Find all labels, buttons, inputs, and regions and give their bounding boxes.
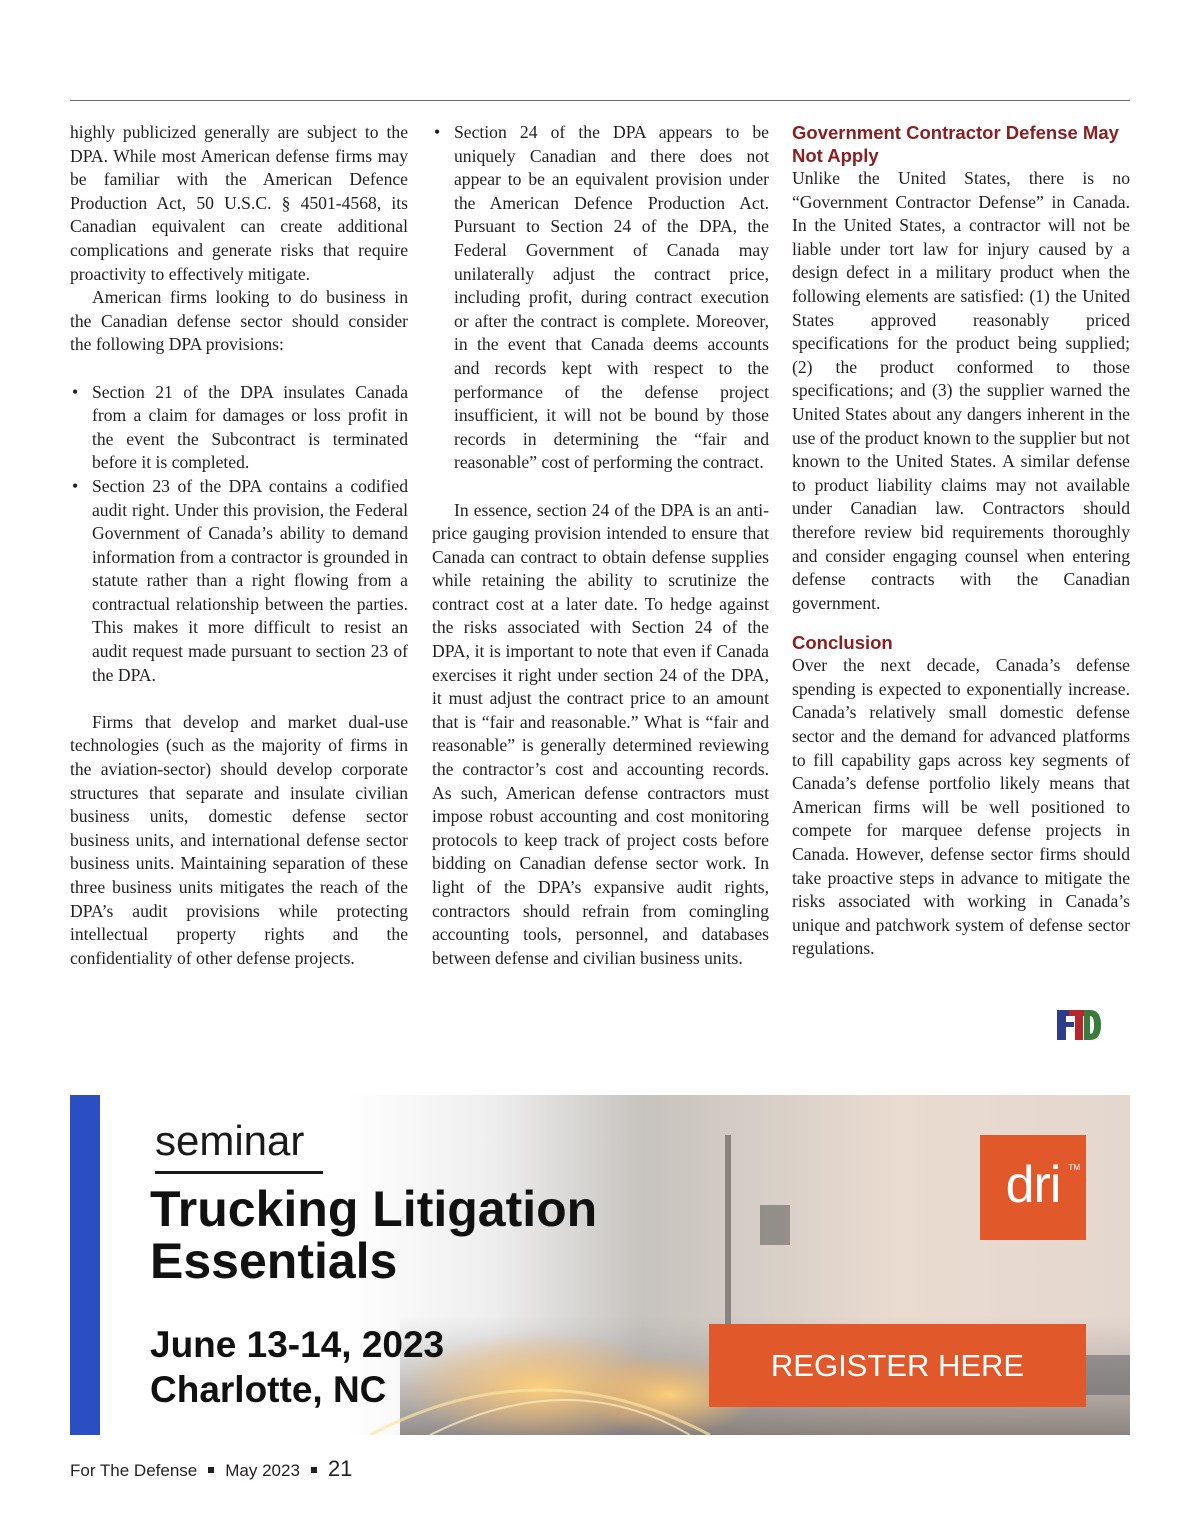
ad-title-line-1: Trucking Litigation (150, 1181, 598, 1237)
heading-conclusion: Conclusion (792, 632, 893, 654)
publication-name: For The Defense (70, 1461, 198, 1480)
paragraph-dual-use: Firms that develop and market dual-use technologies (such as the majority of firms in the aviation-sector) should develop corporate structures that separate and insulate civilian business units, domestic defense sector business units, and international defense sector business units. Maintaining separation of these three business units mitigates the reach of the DPA’s audit provisions while protecting intellectual property rights and the confidentiality of other defense projects. (70, 711, 408, 968)
dri-logo (980, 1135, 1086, 1240)
paragraph-intro: highly publicized generally are subject to the DPA. While most American defense firms may be familiar with the American Defence Production Act, 50 U.S.C. § 4501-4568, its Canadian equivalent can create additional complications and generate risks that require proactivity to effectively mitigate. (70, 122, 408, 284)
paragraph-american-firms: American firms looking to do business in the Canadian defense sector should consider the following DPA provisions: (70, 287, 408, 355)
article-column-1 (70, 121, 408, 970)
paragraph-government-contractor-defense: Unlike the United States, there is no “Government Contractor Defense” in Canada. In the United States, a contractor will not be liable under tort law for injury caused by a design defect in a military product when the following elements are satisfied: (1) the United States approved reasonably priced specifications for the product being supplied; (2) the product conformed to those specifications; and (3) the supplier warned the United States about any dangers inherent in the use of the product known to the supplier but not known to the United States. A similar defense to product liability claims may not available under Canadian law. Contractors should therefore review bid requirements thoroughly and consider engaging counsel when entering defense contracts with the Canadian government. (792, 168, 1130, 613)
page-footer (70, 1458, 352, 1482)
ad-kicker: seminar (155, 1117, 305, 1164)
ad-accent-bar (70, 1095, 100, 1435)
ad-title-line-2: Essentials (150, 1233, 398, 1289)
issue-date: May 2023 (225, 1461, 300, 1480)
top-divider (70, 100, 1130, 101)
bullet-section-24: • Section 24 of the DPA appears to be uniquely Canadian and there does not appear to be an equivalent provision under the American Defence Production Act. Pursuant to Section 24 of the DPA, the Federal Government of Canada may unilaterally adjust the contract price, including profit, during contract execution or after the contract is complete. Moreover, in the event that Canada deems accounts and records kept with respect to the performance of the defense project insufficient, it will not be bound by those records in determining the “fair and reasonable” cost of performing the contract. (432, 121, 769, 475)
dri-logo-text: dri (1005, 1155, 1061, 1214)
page-number: 21 (327, 1456, 353, 1481)
heading-government-contractor-defense: Government Contractor Defense May Not Apply (792, 122, 1119, 166)
bullet-section-23: • Section 23 of the DPA contains a codified audit right. Under this provision, the Federal Government of Canada’s ability to demand information from a contractor is grounded in statute rather than a right flowing from a contractual relationship between the parties. This makes it more difficult to resist an audit request made pursuant to section 23 of the DPA. (70, 475, 408, 687)
ad-date: June 13-14, 2023 (150, 1324, 445, 1365)
bullet-section-21: • Section 21 of the DPA insulates Canada from a claim for damages or loss profit in the event the Subcontract is terminated before it is completed. (70, 381, 408, 475)
register-button[interactable]: REGISTER HERE (709, 1324, 1086, 1407)
seminar-advertisement[interactable] (70, 1095, 1130, 1435)
ftd-logo-icon (1057, 1009, 1101, 1041)
ad-location: Charlotte, NC (150, 1369, 387, 1410)
paragraph-in-essence: In essence, section 24 of the DPA is an anti-price gauging provision intended to ensure that Canada can contract to obtain defense supplies while retaining the ability to scrutinize the contract cost at a later date. To hedge against the risks associated with Section 24 of the DPA, it is important to note that even if Canada exercises it right under section 24 of the DPA, it must adjust the contract price to an amount that is “fair and reasonable.” What is “fair and reasonable” is generally determined reviewing the contractor’s cost and accounting records. As such, American defense contractors must impose robust accounting and cost monitoring protocols to keep track of project costs before bidding on Canadian defense sector work. In light of the DPA’s expansive audit rights, contractors should refrain from comingling accounting tools, personnel, and databases between defense and civilian business units. (432, 499, 769, 968)
article-column-3 (792, 121, 1130, 961)
separator-square-icon (208, 1467, 214, 1473)
article-column-2 (432, 121, 769, 970)
dri-trademark: TM (1068, 1163, 1080, 1172)
ad-kicker-underline (155, 1171, 323, 1174)
separator-square-icon (311, 1467, 317, 1473)
paragraph-conclusion: Over the next decade, Canada’s defense spending is expected to exponentially increase. Canada’s relatively small domestic defense sector and the demand for advanced platforms to fill capability gaps across key segments of Canada’s defense portfolio likely means that American firms will be well positioned to compete for marquee defense projects in Canada. However, defense sector firms should take proactive steps in advance to mitigate the risks associated with working in Canada’s unique and patchwork system of defense sector regulations. (792, 655, 1130, 959)
ad-title (150, 1183, 597, 1287)
